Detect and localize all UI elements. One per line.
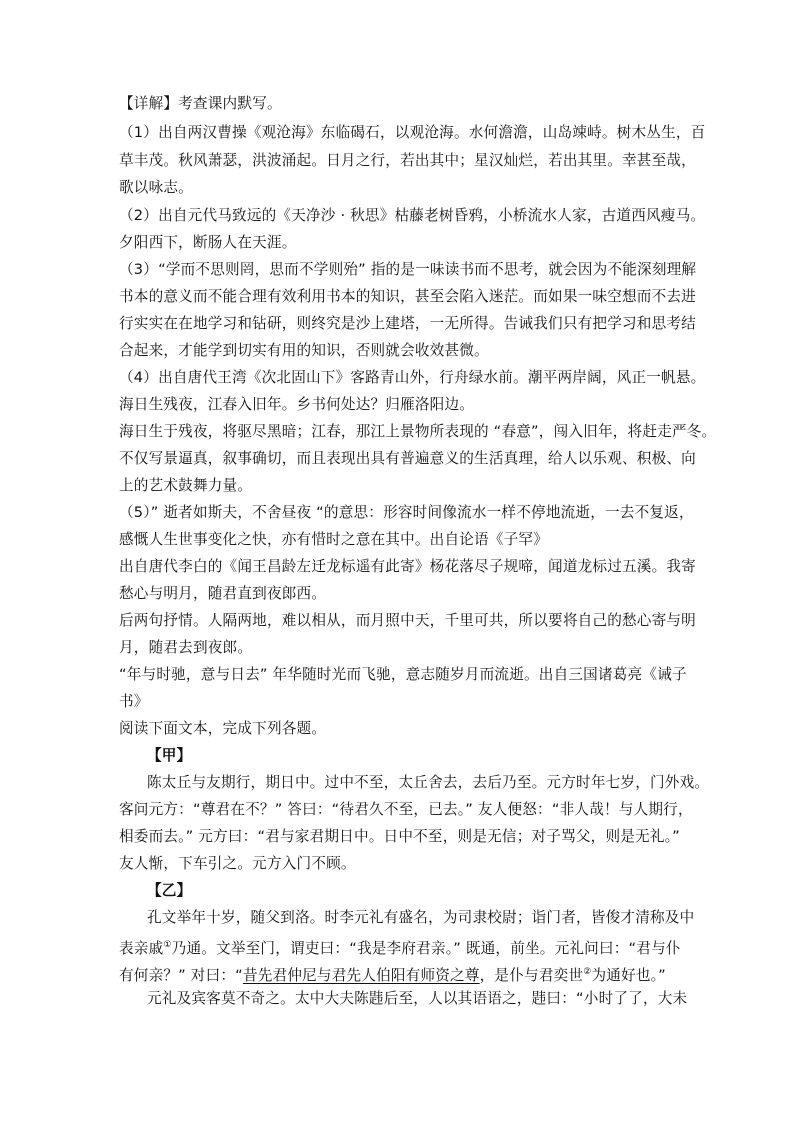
text-line: 书本的意义而不能合理有效利用书本的知识，甚至会陷入迷茫。而如果一味空想而不去进: [119, 288, 696, 305]
passage-yi-line: 元礼及宾客莫不奇之。太中大夫陈韪后至，人以其语语之，韪曰：“小时了了，大未: [147, 990, 688, 1007]
footnote-marker: ①: [163, 940, 172, 950]
text-line: 合起来，才能学到切实有用的知识，否则就会收效甚微。: [119, 342, 489, 359]
text-line: 海日生于残夜，将驱尽黑暗；江春，那江上景物所表现的 “春意”，闯入旧年，将赶走严冬。: [119, 423, 717, 440]
passage-jia-heading: 【甲】: [147, 747, 192, 764]
text-line: 海日生残夜，江春入旧年。乡书何处达？归雁洛阳边。: [119, 396, 475, 413]
text-span: 为通好也。”: [591, 966, 666, 984]
text-span: “: [235, 966, 243, 984]
text-line: 书》: [119, 693, 149, 710]
text-line: （2）出自元代马致远的《天净沙 · 秋思》枯藤老树昏鸦，小桥流水人家，古道西风瘦马。: [119, 207, 706, 224]
text-line: （4）出自唐代王湾《次北固山下》客路青山外，行舟绿水前。潮平两岸阔，风正一帆悬。: [119, 369, 706, 386]
text-line: 歌以咏志。: [119, 179, 193, 196]
passage-jia-line: 友人惭，下车引之。元方入门不顾。: [119, 855, 356, 872]
text-line: （1）出自两汉曹操《观沧海》东临碣石，以观沧海。水何澹澹，山岛竦峙。树木丛生，百: [119, 124, 706, 141]
text-span: 乃通。文举至门，谓吏曰：“我是李府君亲。” 既通，前坐。元礼问曰：“君与仆: [171, 939, 681, 957]
text-line: 草丰茂。秋风萧瑟，洪波涌起。日月之行，若出其中；星汉灿烂，若出其里。幸甚至哉，: [119, 152, 696, 169]
reading-instruction: 阅读下面文本，完成下列各题。: [119, 720, 327, 737]
text-line: 月，随君去到夜郎。: [119, 639, 253, 656]
passage-jia-line: 相委而去。” 元方曰：“君与家君期日中。日中不至，则是无信；对子骂父，则是无礼。”: [119, 828, 680, 845]
text-line: （3）“学而不思则罔，思而不学则殆” 指的是一味读书而不思考，就会因为不能深刻理解: [119, 261, 697, 278]
text-line: （5）” 逝者如斯夫，不舍昼夜 “的意思：形容时间像流水一样不停地流逝，一去不复返，: [119, 504, 694, 521]
text-line: “年与时驰，意与日去” 年华随时光而飞驰，意志随岁月而流逝。出自三国诸葛亮《诫子: [119, 666, 687, 683]
text-line: 后两句抒情。人隔两地，难以相从，而月照中天，千里可共，所以要将自己的愁心寄与明: [119, 612, 696, 629]
passage-yi-heading: 【乙】: [147, 882, 192, 899]
text-span: ，是仆与君奕世: [479, 966, 584, 984]
text-line: 夕阳西下，断肠人在天涯。: [119, 234, 297, 251]
passage-yi-line: [119, 935, 681, 955]
footnote-marker: ②: [583, 967, 592, 977]
passage-jia-line: 客问元方：“尊君在不？” 答曰：“待君久不至，已去。” 友人便怒：“非人哉！与人期行，: [119, 801, 693, 818]
text-line: 感慨人生世事变化之快，亦有惜时之意在其中。出自论语《子罕》: [119, 531, 549, 548]
text-line: 出自唐代李白的《闻王昌龄左迁龙标遥有此寄》杨花落尽子规啼，闻道龙标过五溪。我寄: [119, 558, 696, 575]
text-line: 上的艺术鼓舞力量。: [119, 477, 253, 494]
text-span: 有何亲？” 对曰：: [119, 966, 236, 984]
passage-yi-line: [119, 962, 666, 982]
passage-yi-line: 孔文举年十岁，随父到洛。时李元礼有盛名，为司隶校尉；诣门者，皆俊才清称及中: [147, 909, 695, 926]
passage-jia-line: 陈太丘与友期行，期日中。过中不至，太丘舍去，去后乃至。元方时年七岁，门外戏。: [147, 774, 710, 791]
text-line: 愁心与明月，随君直到夜郎西。: [119, 585, 327, 602]
text-line: 行实实在在地学习和钻研，则终究是沙上建塔，一无所得。告诫我们只有把学习和思考结: [119, 315, 696, 332]
text-span: 表亲戚: [119, 939, 164, 957]
text-line: 不仅写景逼真，叙事确切，而且表现出具有普遍意义的生活真理，给人以乐观、积极、向: [119, 450, 696, 467]
explanation-heading: 【详解】考查课内默写。: [119, 95, 282, 112]
underlined-sentence: 昔先君仲尼与君先人伯阳有师资之尊: [242, 966, 480, 984]
